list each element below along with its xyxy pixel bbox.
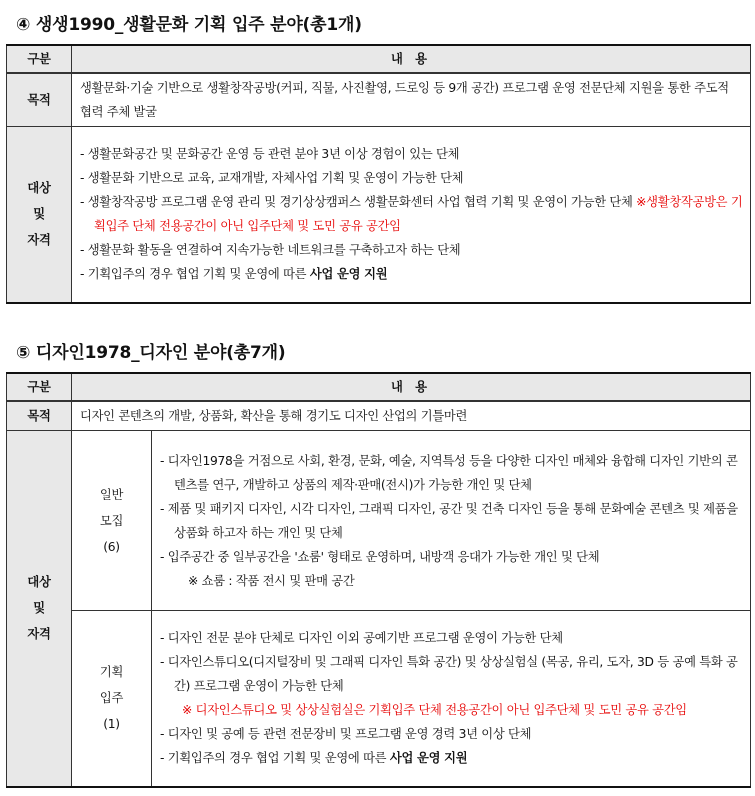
list-item: - 입주공간 중 일부공간을 '쇼룸' 형태로 운영하며, 내방객 응대가 가능한 개인 및 단체: [160, 549, 600, 564]
list-item: - 디자인 및 공예 등 관련 전문장비 및 프로그램 운영 경력 3년 이상 단체: [160, 727, 532, 742]
general-recruit-content: [152, 431, 751, 611]
list-item: - 생활문화공간 및 문화공간 운영 등 관련 분야 3년 이상 경험이 있는 단체: [80, 147, 460, 162]
planned-recruit-content: [152, 611, 751, 787]
section5-general-row: [7, 431, 751, 611]
list-item: - 생활창작공방 프로그램 운영 관리 및 경기상상캠퍼스 생활문화센터 사업 협력 기획 및 운영이 가능한 단체 ※생활창작공방은 기획입주 단체 전용공간이 아닌 입주단체 및 도민 공유 공간임: [80, 195, 743, 234]
section4-header-row: [7, 45, 751, 73]
list-item: - 디자인 전문 분야 단체로 디자인 이외 공예기반 프로그램 운영이 가능한 단체: [160, 631, 563, 646]
section5-header-row: [7, 373, 751, 401]
list-item: - 생활문화 기반으로 교육, 교재개발, 자체사업 기획 및 운영이 가능한 단체: [80, 171, 464, 186]
list-item: - 생활문화 활동을 연결하여 지속가능한 네트워크를 구축하고자 하는 단체: [80, 243, 461, 258]
planned-recruit-label: 기획 입주 (1): [72, 611, 152, 787]
list-item: - 디자인1978을 거점으로 사회, 환경, 문화, 예술, 지역특성 등을 다양한 디자인 매체와 융합해 디자인 기반의 콘텐츠를 연구, 개발하고 상품의 제작·판매(전시)가 가능한 개인 및 단체: [160, 453, 738, 492]
header-category: 구분: [7, 45, 72, 73]
list-item: - 제품 및 패키지 디자인, 시각 디자인, 그래픽 디자인, 공간 및 건축 디자인 등을 통해 문화예술 콘텐츠 및 제품을 상품화 하고자 하는 개인 및 단체: [160, 501, 738, 540]
target-label: 대상 및 자격: [7, 431, 72, 787]
list-item: - 기획입주의 경우 협업 기획 및 운영에 따른 사업 운영 지원: [160, 751, 468, 766]
header-content: 내 용: [72, 45, 751, 73]
section4-purpose-row: [7, 73, 751, 127]
section5-planned-row: [7, 611, 751, 787]
header-category: 구분: [7, 373, 72, 401]
list-item: - 디자인스튜디오(디지털장비 및 그래픽 디자인 특화 공간) 및 상상실험실 (목공, 유리, 도자, 3D 등 공예 특화 공간) 프로그램 운영이 가능한 단체: [160, 655, 738, 694]
purpose-label: 목적: [7, 73, 72, 127]
section5-title: ⑤ 디자인1978_디자인 분야(총7개): [16, 343, 286, 363]
purpose-label: 목적: [7, 401, 72, 431]
general-recruit-label: 일반 모집 (6): [72, 431, 152, 611]
section5-table: [6, 372, 751, 788]
section4-title: ④ 생생1990_생활문화 기획 입주 분야(총1개): [16, 15, 362, 35]
target-content: [72, 127, 751, 303]
red-note: ※ 디자인스튜디오 및 상상실험실은 기획입주 단체 전용공간이 아닌 입주단체 및 도민 공유 공간임: [182, 703, 687, 718]
section5-purpose-row: [7, 401, 751, 431]
section4-table: [6, 44, 751, 304]
red-note: ※생활창작공방은 기획입주 단체 전용공간이 아닌 입주단체 및 도민 공유 공간임: [94, 195, 743, 234]
target-label: 대상 및 자격: [7, 127, 72, 303]
list-item: - 기획입주의 경우 협업 기획 및 운영에 따른 사업 운영 지원: [80, 267, 388, 282]
header-content: 내 용: [72, 373, 751, 401]
purpose-text: 디자인 콘텐츠의 개발, 상품화, 확산을 통해 경기도 디자인 산업의 기틀마련: [72, 401, 751, 431]
showroom-note: ※ 쇼룸 : 작품 전시 및 판매 공간: [188, 573, 355, 588]
section4-target-row: [7, 127, 751, 303]
purpose-text: 생활문화·기술 기반으로 생활창작공방(커피, 직물, 사진촬영, 드로잉 등 9개 공간) 프로그램 운영 전문단체 지원을 통한 주도적 협력 주체 발굴: [72, 73, 751, 127]
